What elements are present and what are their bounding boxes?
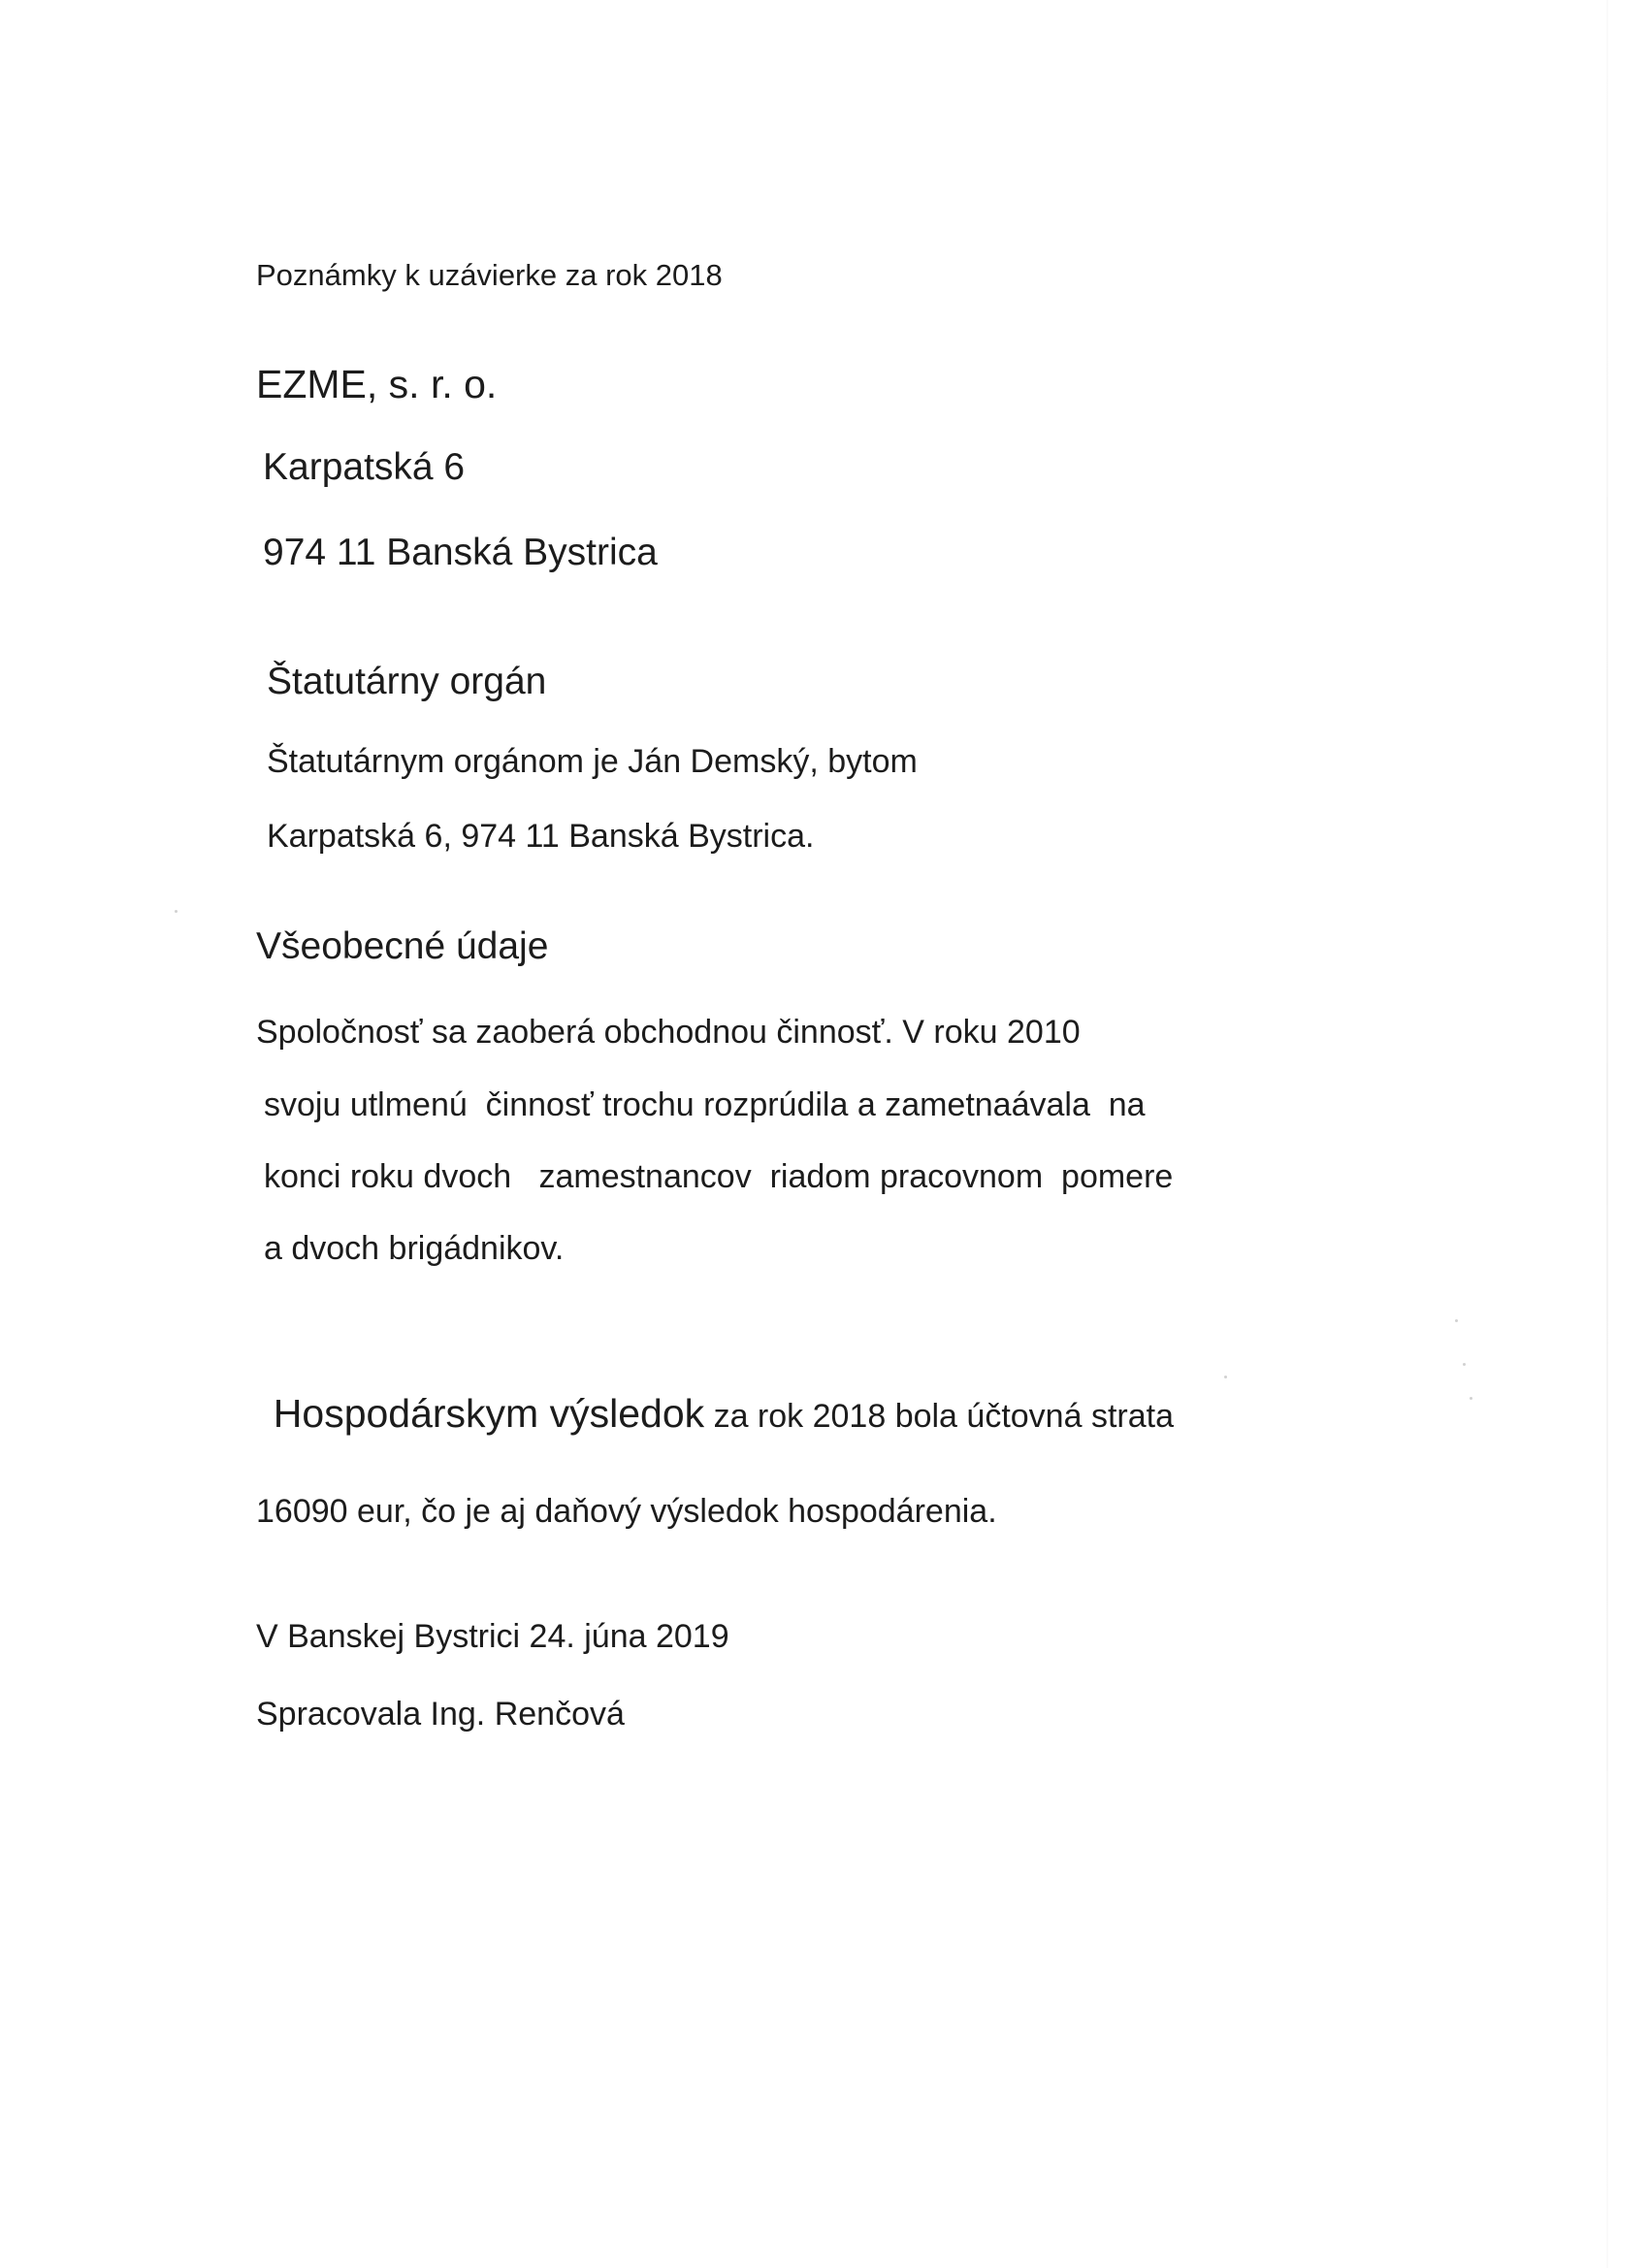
general-line-2: svoju utlmenú činnosť trochu rozprúdila a zametnaávala na	[264, 1086, 1146, 1123]
scan-edge-shadow	[1606, 0, 1608, 2268]
scan-speck	[1470, 1397, 1472, 1400]
footer-prepared-by: Spracovala Ing. Renčová	[256, 1696, 625, 1733]
scan-speck	[1224, 1376, 1227, 1378]
general-line-4: a dvoch brigádnikov.	[264, 1230, 565, 1267]
result-line-2: 16090 eur, čo je aj daňový výsledok hospodárenia.	[256, 1493, 997, 1530]
footer-place-date: V Banskej Bystrici 24. júna 2019	[256, 1618, 729, 1655]
statutory-line-1: Štatutárnym orgánom je Ján Demský, bytom	[267, 743, 918, 780]
statutory-line-2: Karpatská 6, 974 11 Banská Bystrica.	[267, 818, 815, 855]
scan-speck	[1455, 1319, 1458, 1322]
company-name: EZME, s. r. o.	[256, 362, 498, 406]
company-city: 974 11 Banská Bystrica	[263, 532, 658, 573]
result-line-1	[256, 1378, 1174, 1449]
result-rest: za rok 2018 bola účtovná strata	[704, 1398, 1174, 1435]
general-line-1: Spoločnosť sa zaoberá obchodnou činnosť. V roku 2010	[256, 1014, 1081, 1051]
document-header: Poznámky k uzávierke za rok 2018	[256, 258, 723, 292]
company-street: Karpatská 6	[263, 446, 466, 488]
scan-speck	[175, 910, 178, 913]
general-line-3: konci roku dvoch zamestnancov riadom pracovnom pomere	[264, 1158, 1174, 1195]
statutory-heading: Štatutárny orgán	[267, 661, 547, 702]
general-heading: Všeobecné údaje	[256, 925, 549, 967]
scan-speck	[1463, 1363, 1466, 1366]
result-lead: Hospodárskym výsledok	[273, 1391, 705, 1436]
